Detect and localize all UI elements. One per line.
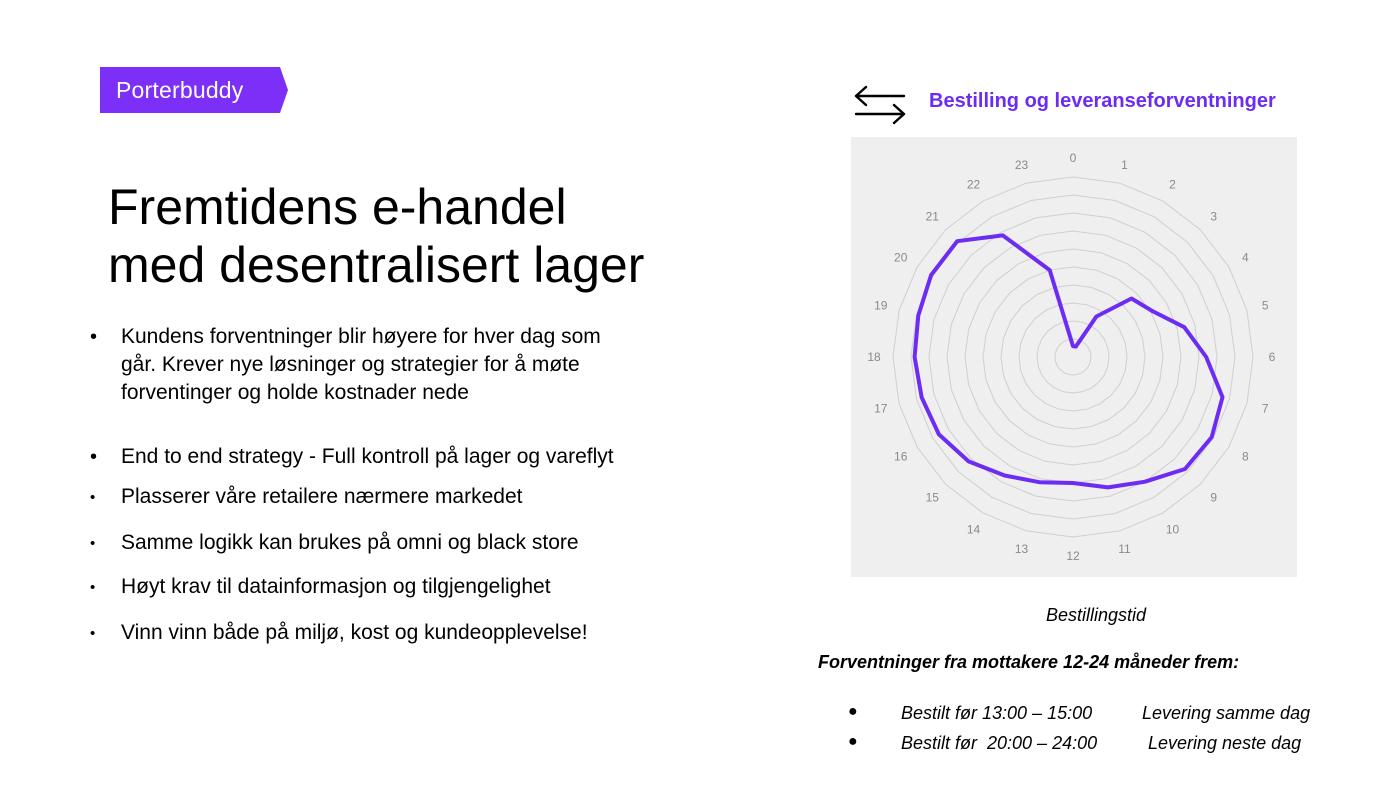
bullet-item bbox=[90, 573, 730, 601]
bullet-dot: • bbox=[90, 446, 98, 468]
bullet-dot: • bbox=[90, 625, 96, 642]
bullet-text: Samme logikk kan brukes på omni og black store bbox=[121, 531, 579, 554]
bullet-dot: • bbox=[90, 535, 96, 552]
expectation-order-time: Bestilt før 20:00 – 24:00 bbox=[901, 733, 1098, 753]
radar-angle-label: 12 bbox=[1066, 549, 1080, 563]
radar-angle-label: 10 bbox=[1165, 522, 1180, 537]
radar-angle-label: 9 bbox=[1210, 490, 1218, 505]
bullet-item bbox=[90, 619, 730, 647]
radar-angle-label: 7 bbox=[1261, 401, 1269, 416]
radar-angle-label: 0 bbox=[1069, 151, 1077, 165]
expectation-order-time: Bestilt før 13:00 – 15:00 bbox=[901, 703, 1093, 723]
bullet-item bbox=[90, 323, 730, 407]
radar-grid-ring bbox=[1001, 285, 1145, 429]
radar-angle-label: 11 bbox=[1118, 542, 1131, 557]
radar-angle-label: 15 bbox=[925, 490, 939, 505]
radar-angle-label: 16 bbox=[894, 449, 908, 464]
page-title bbox=[108, 178, 644, 294]
radar-series-line bbox=[915, 235, 1223, 487]
radar-angle-label: 19 bbox=[874, 298, 888, 313]
radar-grid-ring bbox=[1037, 321, 1109, 393]
radar-angle-label: 1 bbox=[1121, 157, 1128, 172]
bullet-text: Vinn vinn både på miljø, kost og kundeopplevelse! bbox=[121, 621, 588, 644]
radar-angle-label: 21 bbox=[925, 209, 939, 224]
bullet-dot: • bbox=[90, 326, 98, 348]
radar-grid-ring bbox=[947, 231, 1199, 483]
bullet-item bbox=[90, 483, 730, 511]
radar-chart-panel bbox=[851, 137, 1297, 577]
bullet-text: Plasserer våre retailere nærmere markedet bbox=[121, 485, 523, 508]
expectation-bullet: ● bbox=[848, 703, 858, 720]
radar-angle-label: 13 bbox=[1014, 542, 1029, 557]
chart-heading: Bestilling og leveranseforventninger bbox=[929, 90, 1276, 112]
radar-grid-ring bbox=[965, 249, 1181, 465]
radar-angle-label: 3 bbox=[1210, 209, 1218, 224]
expectations-heading: Forventninger fra mottakere 12-24 måneder frem: bbox=[818, 652, 1240, 672]
radar-angle-label: 6 bbox=[1268, 350, 1276, 364]
radar-angle-label: 17 bbox=[874, 401, 888, 416]
title-line-1: Fremtidens e-handel bbox=[108, 179, 567, 235]
bullet-item bbox=[90, 529, 730, 557]
expectation-delivery: Levering samme dag bbox=[1142, 703, 1311, 723]
swap-arrows-icon bbox=[852, 84, 908, 126]
radar-angle-label: 8 bbox=[1241, 449, 1249, 464]
radar-series-group bbox=[915, 235, 1223, 487]
radar-angle-label: 18 bbox=[867, 350, 881, 364]
title-line-2: med desentralisert lager bbox=[108, 237, 645, 293]
porterbuddy-logo bbox=[100, 67, 288, 113]
expectation-delivery: Levering neste dag bbox=[1148, 733, 1302, 753]
radar-grid-ring bbox=[929, 213, 1217, 501]
radar-angle-label: 22 bbox=[966, 177, 981, 192]
radar-angle-label: 2 bbox=[1169, 177, 1176, 192]
bullet-text: Høyt krav til datainformasjon og tilgjengelighet bbox=[121, 575, 551, 598]
radar-chart bbox=[851, 137, 1297, 577]
chart-caption: Bestillingstid bbox=[1046, 605, 1147, 625]
bullet-dot: • bbox=[90, 579, 96, 596]
bullet-dot: • bbox=[90, 489, 96, 506]
bullet-text: forventinger og holde kostnader nede bbox=[121, 381, 469, 404]
radar-grid-ring bbox=[983, 267, 1163, 447]
radar-grid-ring bbox=[1019, 303, 1127, 411]
bullet-text: går. Krever nye løsninger og strategier for å møte bbox=[121, 353, 580, 376]
radar-angle-label: 20 bbox=[894, 250, 908, 265]
bullet-text: End to end strategy - Full kontroll på lager og vareflyt bbox=[121, 445, 614, 468]
bullet-item bbox=[90, 443, 730, 471]
radar-angle-label: 14 bbox=[966, 522, 981, 537]
expectation-bullet: ● bbox=[848, 733, 858, 750]
radar-angle-label: 4 bbox=[1241, 250, 1249, 265]
radar-angle-label: 23 bbox=[1014, 157, 1029, 172]
bullet-text: Kundens forventninger blir høyere for hver dag som bbox=[121, 325, 601, 348]
logo-text: Porterbuddy bbox=[116, 77, 244, 103]
radar-angle-label: 5 bbox=[1261, 298, 1269, 313]
